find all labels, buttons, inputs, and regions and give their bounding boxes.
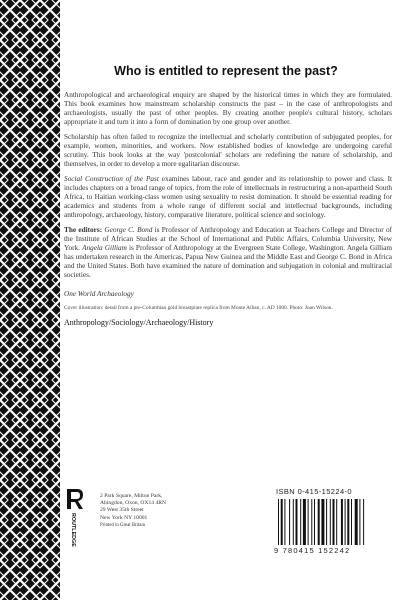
cover-illustration-note: Cover illustration: detail from a pre-Columbian gold breastplate replica from Monte Alban, c. AD 1000. Photo: Joan Wilson. [64, 305, 333, 311]
isbn-number: ISBN 0-415-15224-0 [276, 487, 352, 496]
book-summary-text: examines labour, race and gender and its relationship to power and class. It includes chapters on a broad range of topics, from the role of intellectuals in restructuring a non-apartheid South Africa, to Haitian working-class women using sexuality to resist domination. It should be essential reading for academics and students from a whole range of different social and intellectual backgrounds, including anthropology, archaeology, history, comparative literature, political science and sociology. [64, 175, 393, 219]
barcode-bar [303, 499, 306, 545]
lattice-pattern-graphic [0, 0, 60, 600]
barcode-bar [336, 499, 337, 545]
barcode-bar [347, 499, 349, 545]
barcode-bar [359, 499, 360, 545]
barcode-bar [363, 499, 364, 545]
barcode-bar [355, 499, 358, 545]
publisher-block [64, 487, 194, 557]
back-cover-content [60, 0, 400, 600]
barcode-bar [351, 499, 352, 545]
subject-categories: Anthropology/Sociology/Archaeology/History [64, 318, 214, 327]
decorative-lattice-border [0, 0, 60, 600]
barcode-bar [289, 499, 290, 545]
barcode-bar [318, 499, 320, 545]
barcode-bar [330, 499, 331, 545]
routledge-logo-text: ROUTLEDGE [70, 513, 76, 547]
barcode-bar [326, 499, 327, 545]
barcode-bar [300, 499, 301, 545]
barcode-bar [278, 499, 279, 545]
page-title: Who is entitled to represent the past? [114, 64, 338, 78]
barcode-bar [311, 499, 312, 545]
paragraph-scholarship: Scholarship has often failed to recognize the intellectual and scholarly contribution of subjugated peoples, for example, women, minorities, and workers. Now established bodies of knowledge are undergoing careful scrutiny. This book looks at the way 'postcolonial' scholars are redefining the nature of scholarship, and themselves, in order to develop a more egalitarian discourse. [64, 133, 392, 168]
paragraph-intro: Anthropological and archaeological enquiry are shaped by the historical times in which they are formulated. This book examines how mainstream scholarship constructs the past – in the case of anthropologists and archaeologists, usually the past of other peoples. By creating another people's cultural history, scholars appropriate it and turn it into a form of domination by one group over another. [64, 91, 392, 126]
paragraph-book-summary [64, 175, 392, 220]
barcode-bar [284, 499, 285, 545]
address-line: 2 Park Square, Milton Park, [100, 493, 163, 499]
printed-in: Printed in Great Britain [100, 522, 146, 528]
editor-name-2: Angela Gilliam [82, 244, 127, 252]
address-line: 29 West 35th Street [100, 507, 144, 514]
publisher-address [100, 493, 166, 529]
series-name: One World Archaeology [64, 290, 134, 298]
barcode-bar [341, 499, 343, 545]
editor-bio-1: is Professor of Anthropology and Education at Teachers College and Director of the Institute of African Studies at the School of International and Public Affairs, Columbia University, New York. [64, 226, 392, 252]
barcode-bar [308, 499, 309, 545]
address-line: New York NY 10001 [100, 514, 148, 521]
barcode [274, 499, 396, 545]
blurb-text [64, 91, 392, 333]
barcode-bar [293, 499, 294, 545]
barcode-bar [321, 499, 324, 545]
address-line: Abingdon, Oxon, OX14 4RN [100, 500, 167, 507]
barcode-bar [281, 499, 283, 545]
isbn-block [274, 487, 396, 561]
editor-name-1: George C. Bond [104, 226, 153, 234]
barcode-bar [333, 499, 335, 545]
routledge-logo [64, 487, 86, 551]
editor-bio-2: is Professor of Anthropology at the Evergreen State College, Washington. Angela Gilliam has undertaken research in the Americas, Papua New Guinea and the Middle East and George C. Bond in Africa and the United States. Both have examined the nature of domination and subjugation in colonial and multiracial societies. [64, 244, 392, 279]
book-title: Social Construction of the Past [64, 175, 159, 183]
barcode-bar [296, 499, 298, 545]
barcode-digits: 9 780415 152242 [274, 546, 351, 555]
editors-label: The editors: [64, 226, 103, 234]
barcode-bar [314, 499, 315, 545]
paragraph-editors [64, 226, 392, 280]
barcode-bar [345, 499, 346, 545]
